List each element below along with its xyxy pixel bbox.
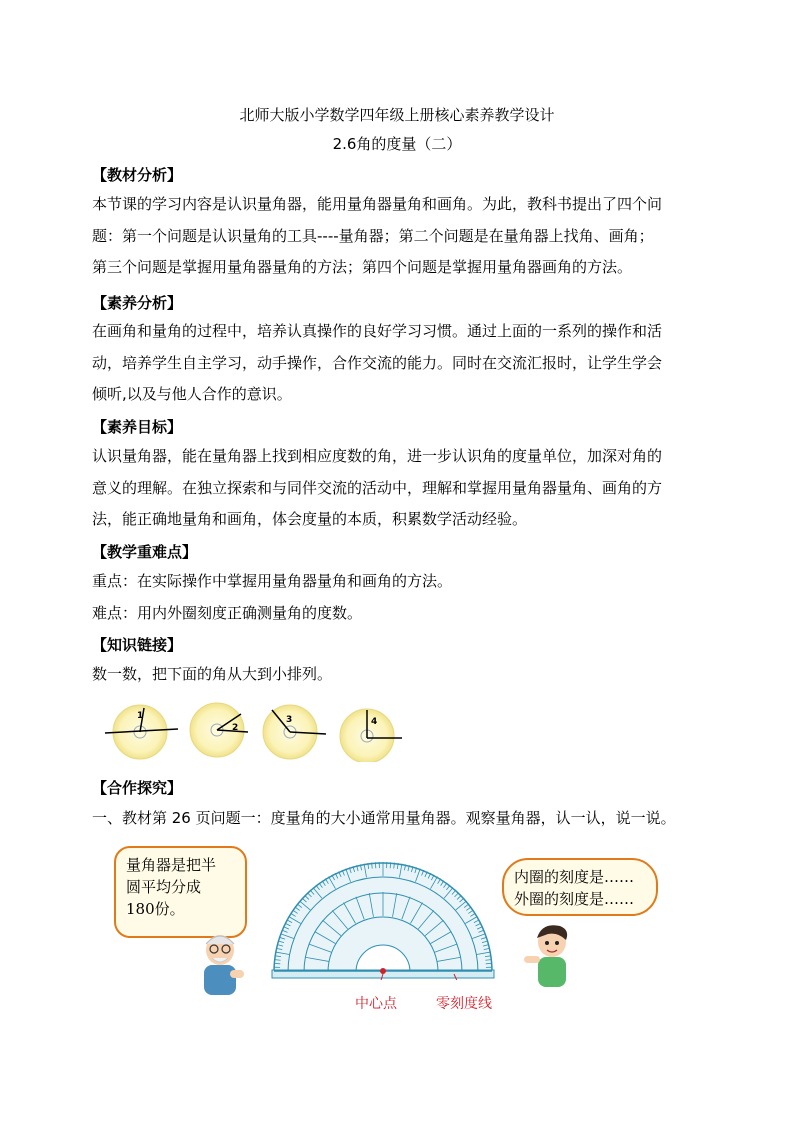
angle-dial-3 (263, 705, 326, 759)
bubble-line: 内圈的刻度是…… (514, 868, 635, 886)
center-point-label: 中心点 (355, 996, 397, 1012)
bubble-line: 180份。 (126, 900, 185, 918)
angle-dial-4 (340, 709, 402, 762)
bubble-line: 量角器是把半 (126, 856, 217, 874)
text-line: 法，能正确地量角和画角，体会度量的本质，积累数学活动经验。 (92, 510, 528, 528)
student-illustration (520, 922, 580, 990)
text-line: 一、教材第 26 页问题一：度量角的大小通常用量角器。观察量角器，认一认，说一说。 (92, 809, 676, 827)
angle-label-4: 4 (371, 717, 378, 727)
text-line: 重点：在实际操作中掌握用量角器量角和画角的方法。 (92, 572, 453, 590)
angle-label-2: 2 (232, 723, 239, 733)
right-speech-bubble (502, 858, 658, 916)
section-heading-key-points: 【教学重难点】 (92, 543, 198, 561)
section-body-literacy-analysis (92, 316, 714, 411)
bubble-line: 圆平均分成 (126, 878, 202, 896)
section-heading-literacy-goals: 【素养目标】 (92, 418, 183, 436)
section-body-cooperative-exploration (92, 803, 714, 835)
protractor-illustration (268, 858, 498, 980)
teacher-illustration (190, 930, 252, 998)
text-line: 倾听,以及与他人合作的意识。 (92, 385, 292, 403)
text-line: 本节课的学习内容是认识量角器，能用量角器量角和画角。为此，教科书提出了四个问 (92, 195, 663, 213)
angle-dial-2 (190, 703, 248, 757)
section-body-textbook-analysis (92, 189, 714, 284)
section-body-knowledge-link (92, 659, 714, 691)
text-line: 认识量角器，能在量角器上找到相应度数的角，进一步认识角的度量单位，加深对角的 (92, 447, 663, 465)
text-line: 动，培养学生自主学习，动手操作，合作交流的能力。同时在交流汇报时，让学生学会 (92, 353, 663, 372)
angle-label-1: 1 (137, 711, 144, 721)
bubble-line: 外圈的刻度是…… (514, 890, 635, 908)
zero-line-label: 零刻度线 (436, 996, 492, 1012)
section-heading-literacy-analysis: 【素养分析】 (92, 294, 183, 312)
text-line: 题：第一个问题是认识量角的工具----量角器；第二个问题是在量角器上找角、画角； (92, 226, 654, 245)
section-heading-knowledge-link: 【知识链接】 (92, 636, 183, 654)
text-line: 在画角和量角的过程中，培养认真操作的良好学习习惯。通过上面的一系列的操作和活 (92, 322, 663, 340)
section-heading-textbook-analysis: 【教材分析】 (92, 166, 183, 184)
text-line: 意义的理解。在独立探索和与同伴交流的活动中，理解和掌握用量角器量角、画角的方 (92, 478, 663, 497)
text-line: 数一数，把下面的角从大到小排列。 (92, 665, 333, 683)
angle-dial-1 (105, 705, 178, 759)
text-line: 难点：用内外圈刻度正确测量角的度数。 (92, 603, 363, 622)
section-body-key-points (92, 566, 714, 629)
section-body-literacy-goals (92, 441, 714, 536)
angle-label-3: 3 (286, 715, 293, 725)
angles-figure (100, 700, 410, 762)
text-line: 第三个问题是掌握用量角器量角的方法；第四个问题是掌握用量角器画角的方法。 (92, 258, 633, 276)
document-subtitle: 2.6角的度量（二） (332, 135, 462, 153)
section-heading-cooperative-exploration: 【合作探究】 (92, 779, 183, 797)
left-speech-bubble (114, 846, 247, 938)
document-title: 北师大版小学数学四年级上册核心素养教学设计 (239, 106, 555, 124)
